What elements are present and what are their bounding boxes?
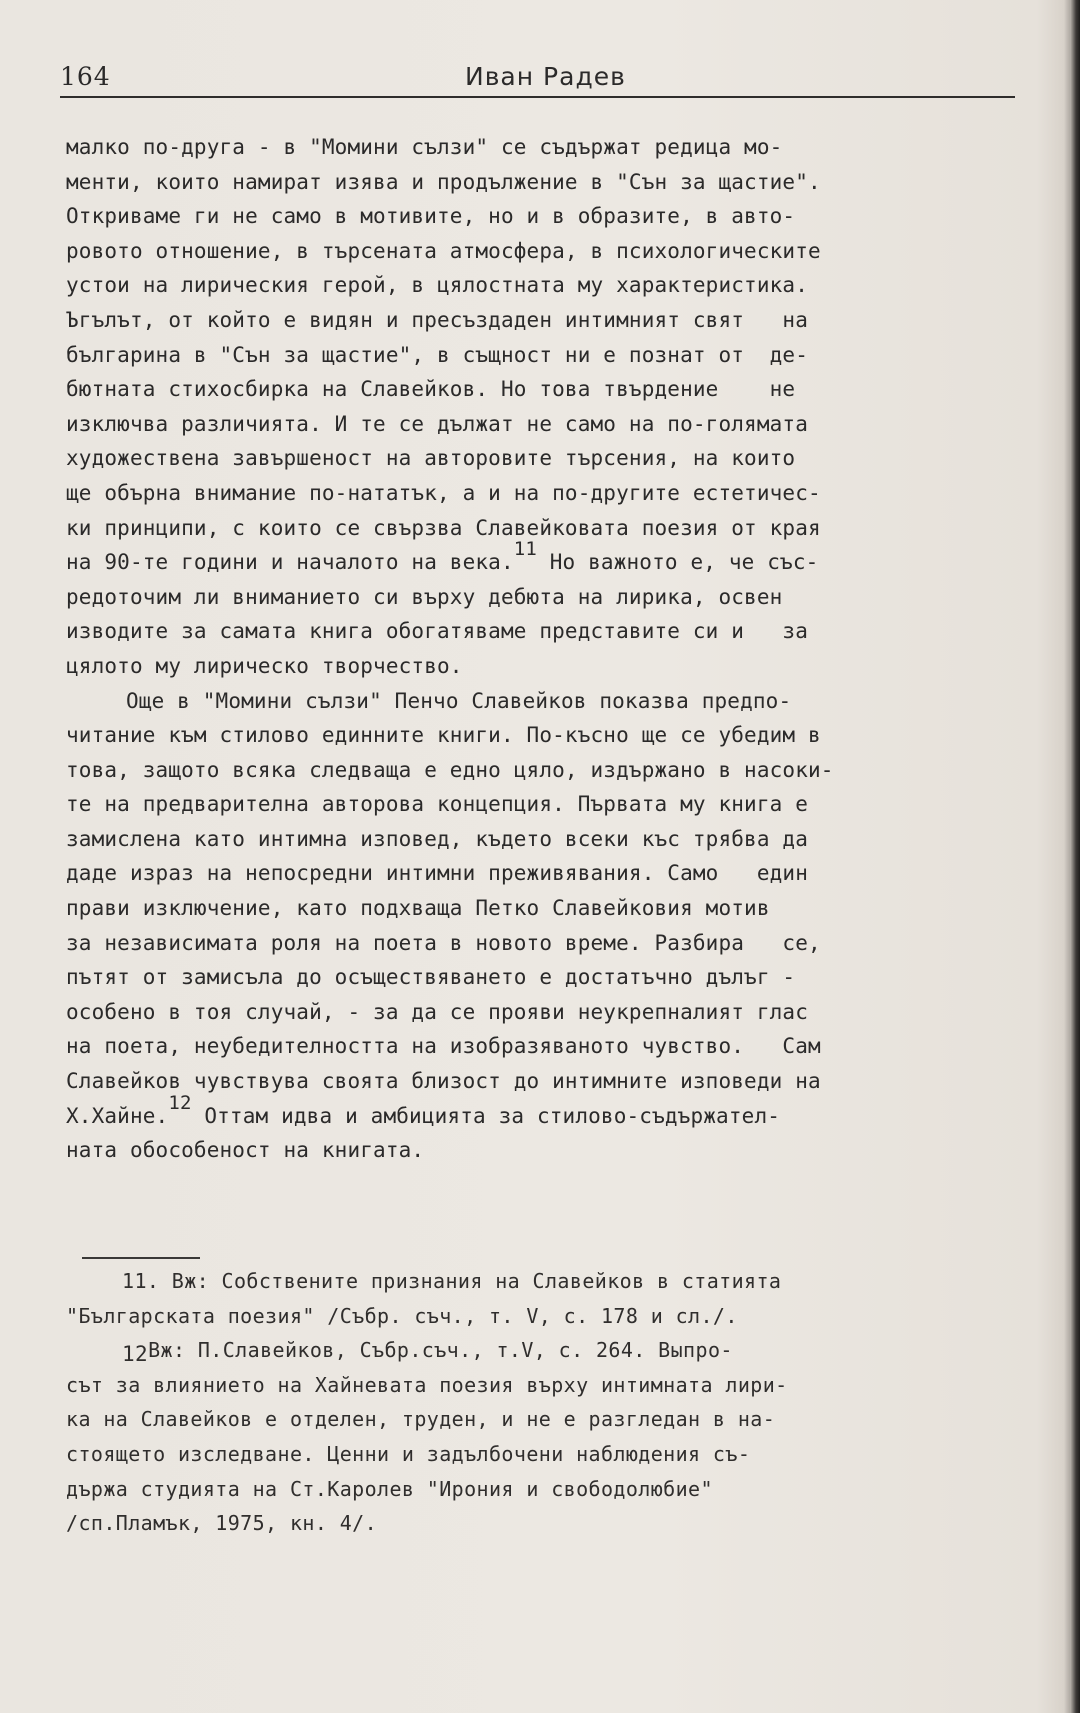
- text-line: това, защото всяка следваща е едно цяло, издържано в насоки-: [66, 757, 834, 782]
- text-line: бютната стихосбирка на Славейков. Но това твърдение не: [66, 377, 796, 402]
- text-line: изводите за самата книга обогатяваме представите си и за: [66, 619, 808, 644]
- footnote-12-text: Вж: П.Славейков, Събр.съч., т.V, с. 264. Выпро-: [148, 1338, 733, 1363]
- text-line: българина в "Сън за щастие", в същност ни е познат от де-: [66, 342, 808, 367]
- text-line: ровото отношение, в търсената атмосфера, в психологическите: [66, 238, 821, 263]
- text-line-with-footnote: [66, 1091, 1026, 1134]
- text-line: читание към стилово единните книги. По-късно ще се убедим в: [66, 723, 821, 748]
- text-line: даде израз на непосредни интимни преживявания. Само един: [66, 861, 808, 886]
- text-line: Славейков чувствува своята близост до интимните изповеди на: [66, 1069, 821, 1094]
- text-line: замислена като интимна изповед, където всеки къс трябва да: [66, 826, 808, 851]
- footnote-12-continuation: стоящето изследване. Ценни и задълбочени наблюдения съ-: [66, 1441, 751, 1466]
- text-segment: Оттам идва и амбицията за стилово-съдържател-: [191, 1103, 781, 1128]
- text-line: на поета, неубедителността на изобразяваното чувство. Сам: [66, 1034, 821, 1059]
- footnote-12-continuation: ка на Славейков е отделен, труден, и не е разгледан в на-: [66, 1407, 776, 1432]
- text-line: ната обособеност на книгата.: [66, 1138, 425, 1163]
- footnote-11-continuation: "Българската поезия" /Събр. съч., т. V, с. 178 и сл./.: [66, 1303, 738, 1328]
- main-text: [66, 130, 1026, 1168]
- text-line: особено в тоя случай, - за да се прояви неукрепналият глас: [66, 999, 808, 1024]
- book-spine-edge: [1070, 0, 1080, 1713]
- text-line: прави изключение, като подхваща Петко Славейковия мотив: [66, 896, 770, 921]
- page-header: [60, 58, 1015, 98]
- text-line: изключва различията. И те се дължат не само на по-голямата: [66, 411, 808, 436]
- text-line: редоточим ли вниманието си върху дебюта на лирика, освен: [66, 584, 783, 609]
- text-line: те на предварителна авторова концепция. Първата му книга е: [66, 792, 808, 817]
- text-line: ще обърна внимание по-нататък, а и на по-другите естетичес-: [66, 480, 821, 505]
- footnote-12-number: 12: [122, 1342, 149, 1367]
- text-line: цялото му лирическо творчество.: [66, 653, 463, 678]
- footnote-11: 11. Вж: Собствените признания на Славейков в статията: [122, 1269, 782, 1293]
- text-line: за независимата роля на поета в новото време. Разбира се,: [66, 930, 821, 955]
- text-line: ки принципи, с които се свързва Славейковата поезия от края: [66, 515, 821, 540]
- text-segment: Но важното е, че със-: [536, 550, 819, 575]
- text-line-with-footnote: [66, 538, 1026, 580]
- footnote-12-continuation: /сп.Пламък, 1975, кн. 4/.: [66, 1511, 378, 1536]
- text-line: менти, които намират изява и продължение в "Сън за щастие".: [66, 169, 821, 194]
- text-line: Още в "Момини сълзи" Пенчо Славейков показва предпо-: [126, 688, 792, 713]
- footnotes: [66, 1264, 1026, 1541]
- footnote-reference-12[interactable]: 12: [168, 1091, 192, 1114]
- footnote-reference-11[interactable]: 11: [513, 538, 537, 561]
- footnote-12-first-line: [66, 1333, 1026, 1368]
- text-line: Ъгълът, от който е видян и пресъздаден интимният свят на: [66, 307, 808, 332]
- text-segment: на 90-те години и началото на века.: [66, 550, 514, 575]
- footnote-12-continuation: държа студията на Ст.Каролев "Ирония и свободолюбие": [66, 1476, 713, 1501]
- text-line: пътят от замисъла до осъществяването е достатъчно дълъг -: [66, 965, 796, 990]
- footnote-12-continuation: сът за влиянието на Хайневата поезия върху интимната лири-: [66, 1372, 788, 1397]
- text-line: устои на лирическия герой, в цялостната му характеристика.: [66, 273, 808, 298]
- text-line: малко по-друга - в "Момини сълзи" се съдържат редица мо-: [66, 135, 783, 159]
- text-line: художествена завършеност на авторовите търсения, на които: [66, 446, 796, 471]
- page-number: 164: [60, 62, 111, 91]
- footnote-separator: [82, 1257, 200, 1259]
- text-segment: Х.Хайне.: [66, 1103, 169, 1128]
- running-head-author: Иван Радев: [465, 62, 626, 91]
- text-line: Откриваме ги не само в мотивите, но и в образите, в авто-: [66, 204, 796, 229]
